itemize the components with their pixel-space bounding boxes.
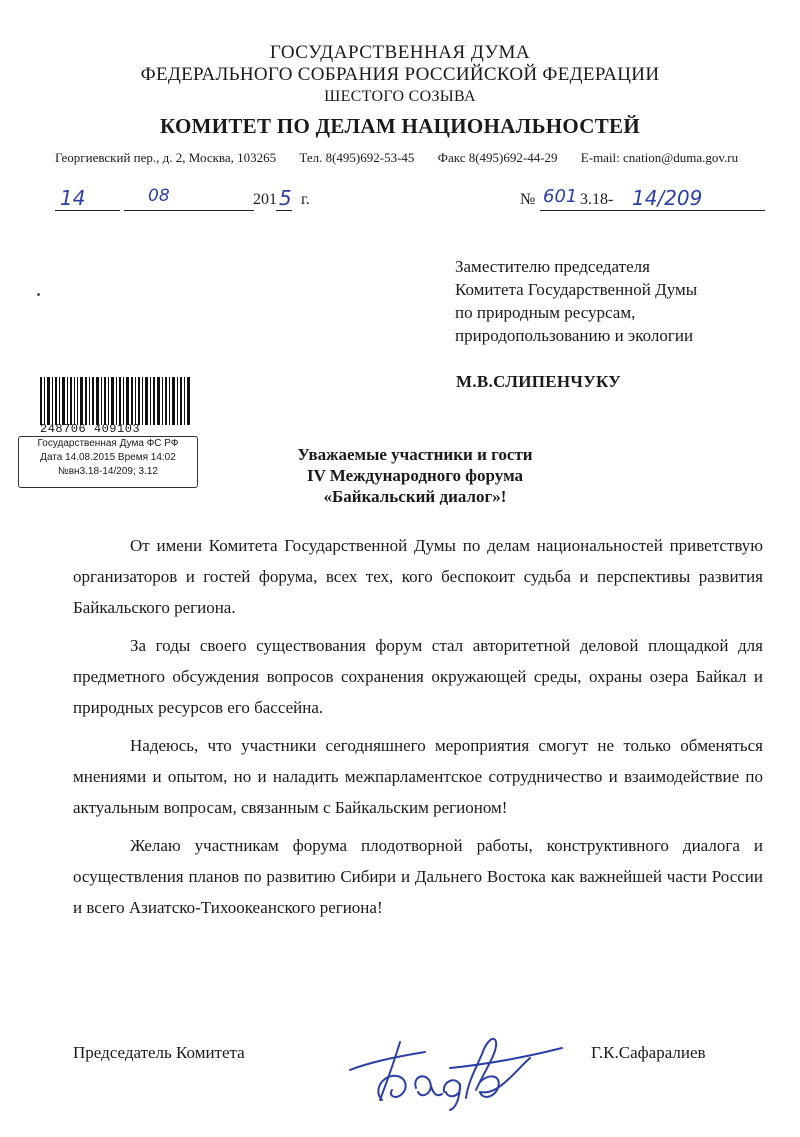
letterhead-line-federal-assembly: ФЕДЕРАЛЬНОГО СОБРАНИЯ РОССИЙСКОЙ ФЕДЕРАЦИИ bbox=[140, 64, 660, 85]
number-printed: 3.18- bbox=[580, 191, 614, 208]
body-paragraph: Желаю участникам форума плодотворной работы, конструктивного диалога и осуществления планов по развитию Сибири и Дальнего Востока как важнейшей части России и всего Азиатско-Тихоокеанского региона! bbox=[73, 836, 763, 917]
scan-speck bbox=[37, 293, 40, 296]
registration-stamp bbox=[18, 436, 198, 488]
greeting bbox=[200, 444, 630, 507]
number-handwritten-tail: 14/209 bbox=[632, 186, 703, 210]
letterhead-line-duma: ГОСУДАРСТВЕННАЯ ДУМА bbox=[269, 42, 531, 63]
month-underline bbox=[124, 210, 254, 211]
day-underline bbox=[55, 210, 120, 211]
date-day: 14 bbox=[60, 186, 86, 210]
contact-fax: Факс 8(495)692-44-29 bbox=[437, 150, 558, 165]
date-year-prefix: 201 bbox=[253, 191, 277, 208]
addressee-name: М.В.СЛИПЕНЧУКУ bbox=[456, 372, 622, 391]
signatory-name: Г.К.Сафаралиев bbox=[591, 1043, 706, 1062]
letter-body bbox=[73, 530, 763, 930]
contact-email: E-mail: cnation@duma.gov.ru bbox=[580, 150, 739, 165]
stamp-line: №вн3.18-14/209; 3.12 bbox=[58, 466, 158, 477]
addressee-line: Заместителю председателя bbox=[455, 257, 650, 276]
contact-phone: Тел. 8(495)692-53-45 bbox=[299, 150, 415, 165]
letterhead-line-convocation: ШЕСТОГО СОЗЫВА bbox=[324, 88, 476, 105]
addressee-line: по природным ресурсам, bbox=[455, 303, 636, 322]
signatory-position: Председатель Комитета bbox=[73, 1043, 245, 1062]
addressee-line: природопользованию и экологии bbox=[455, 326, 694, 345]
addressee-line: Комитета Государственной Думы bbox=[455, 280, 698, 299]
number-underline bbox=[540, 210, 765, 211]
greeting-line: Уважаемые участники и гости bbox=[297, 445, 533, 464]
date-year-digit: 5 bbox=[279, 186, 292, 210]
year-underline bbox=[276, 210, 292, 211]
body-paragraph: За годы своего существования форум стал авторитетной деловой площадкой для предметного обсуждения вопросов сохранения окружающей среды, охраны озера Байкал и природных ресурсов его бассейна. bbox=[73, 636, 763, 717]
barcode-image bbox=[40, 377, 192, 425]
stamp-line: Государственная Дума ФС РФ bbox=[37, 438, 179, 449]
date-number-line bbox=[50, 186, 770, 214]
date-year-suffix: г. bbox=[301, 191, 310, 208]
number-sign: № bbox=[520, 191, 536, 208]
contact-line bbox=[55, 150, 775, 166]
number-handwritten: 601 bbox=[543, 186, 578, 207]
body-paragraph: От имени Комитета Государственной Думы по делам национальностей приветствую организаторов и гостей форума, всех тех, кого беспокоит судьба и перспективы развития Байкальского региона. bbox=[73, 536, 763, 617]
greeting-line: IV Международного форума bbox=[306, 466, 524, 485]
greeting-line: «Байкальский диалог»! bbox=[323, 487, 507, 506]
addressee-block bbox=[455, 255, 697, 347]
stamp-line: Дата 14.08.2015 Время 14:02 bbox=[40, 452, 176, 463]
barcode-number: 248706 409103 bbox=[40, 422, 141, 436]
body-paragraph: Надеюсь, что участники сегодняшнего мероприятия смогут не только обменяться мнениями и опытом, но и наладить межпарламентское сотрудничество и взаимодействие по актуальным вопросам, связанным с Байкальским регионом! bbox=[73, 736, 763, 817]
date-month: 08 bbox=[148, 186, 170, 206]
contact-address: Георгиевский пер., д. 2, Москва, 103265 bbox=[55, 150, 277, 165]
committee-title: КОМИТЕТ ПО ДЕЛАМ НАЦИОНАЛЬНОСТЕЙ bbox=[159, 114, 641, 138]
handwritten-signature bbox=[330, 1012, 570, 1112]
